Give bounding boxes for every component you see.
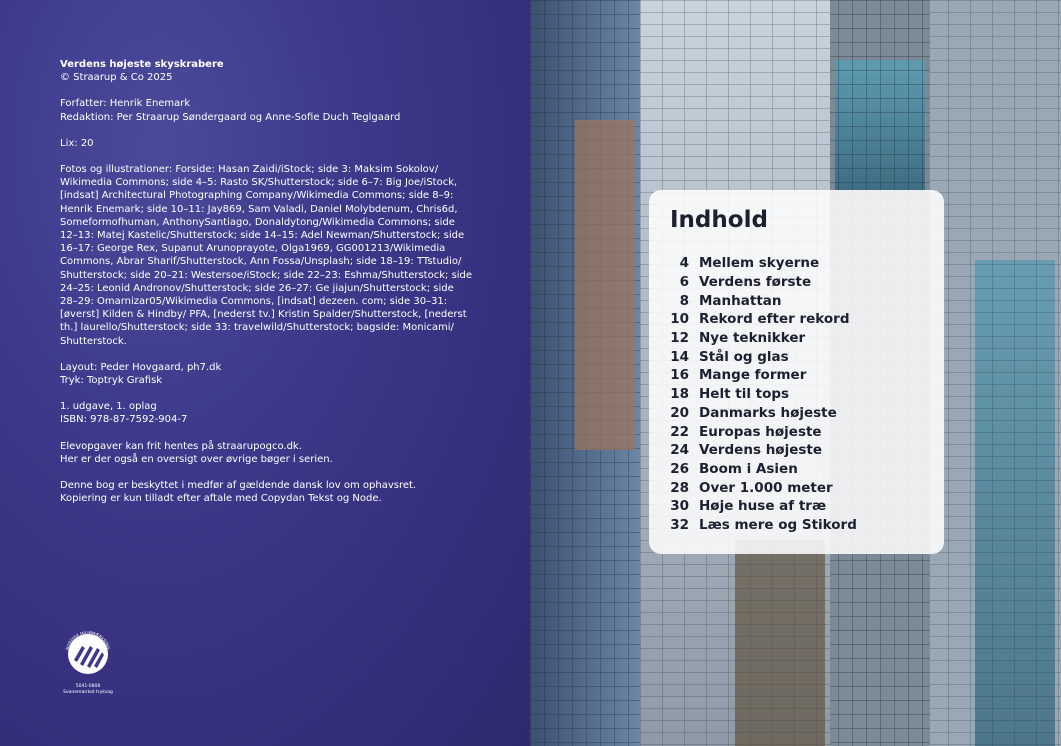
toc-title: Høje huse af træ [699, 498, 827, 515]
table-of-contents [649, 190, 944, 554]
photo-credit-line: 12–13: Matej Kastelic/Shutterstock; side 14–15: Adel Newman/Shutterstock; side [60, 230, 465, 242]
toc-page: 12 [670, 330, 689, 347]
nordic-swan-ecolabel [58, 628, 118, 696]
toc-title: Danmarks højeste [699, 404, 837, 421]
toc-title: Stål og glas [699, 348, 789, 365]
photo-credit-line: Someformofhuman, AnthonySantiago, Donaldytong/Wikimedia Commons; side [60, 216, 455, 228]
toc-page: 4 [679, 255, 689, 272]
toc-item[interactable] [667, 497, 857, 516]
toc-item[interactable] [667, 273, 857, 292]
photo-credit-line: [øverst] Kilden & Hindby/ PFA, [nederst tv.] Kristin Spalder/Shutterstock, [nederst [60, 309, 467, 321]
toc-title: Helt til tops [699, 386, 790, 403]
photo-credit-line: [indsat] Architectural Photographing Company/Wikimedia Commons; side 8–9: [60, 190, 454, 202]
photo-credit-line: Fotos og illustrationer: Forside: Hasan Zaidi/iStock; side 3: Maksim Sokolov/ [60, 164, 439, 176]
toc-item[interactable] [667, 422, 857, 441]
book-title: Verdens højeste skyskrabere [60, 59, 224, 70]
toc-item[interactable] [667, 460, 857, 479]
toc-page: 14 [670, 348, 689, 365]
toc-title: Læs mere og Stikord [699, 516, 857, 533]
toc-page: 18 [670, 386, 689, 403]
swan-code: 5041-0808 [75, 684, 101, 689]
author-credit: Forfatter: Henrik Enemark [60, 98, 191, 110]
toc-page: 20 [670, 404, 689, 421]
tasks-info: Elevopgaver kan frit hentes på straarupogco.dk. [60, 440, 302, 452]
photo-credit-line: Shutterstock. [60, 335, 127, 347]
toc-title: Nye teknikker [699, 330, 806, 347]
toc-item[interactable] [667, 366, 857, 385]
toc-item[interactable] [667, 254, 857, 273]
series-info: Her er der også en oversigt over øvrige bøger i serien. [60, 453, 333, 465]
toc-item[interactable] [667, 385, 857, 404]
photo-credit-line: Commons, Abrar Sharif/Shutterstock, Ann Fossa/Unsplash; side 18–19: TTstudio/ [60, 256, 462, 268]
toc-title: Verdens første [699, 274, 812, 291]
toc-item[interactable] [667, 329, 857, 348]
toc-title: Mellem skyerne [699, 255, 820, 272]
print-credit: Tryk: Toptryk Grafisk [60, 375, 163, 387]
toc-page: 24 [670, 442, 689, 459]
layout-credit: Layout: Peder Hovgaard, ph7.dk [60, 361, 222, 373]
toc-page: 10 [670, 311, 689, 328]
toc-page: 6 [679, 274, 689, 291]
toc-page: 26 [670, 460, 689, 477]
toc-item[interactable] [667, 347, 857, 366]
toc-page: 8 [679, 292, 689, 309]
colophon-text [60, 58, 480, 518]
toc-list [667, 254, 857, 534]
toc-page: 28 [670, 479, 689, 496]
swan-ecolabel-icon [58, 628, 118, 680]
toc-item[interactable] [667, 404, 857, 423]
toc-title: Europas højeste [699, 423, 822, 440]
toc-item[interactable] [667, 441, 857, 460]
toc-title: Boom i Asien [699, 460, 798, 477]
isbn: ISBN: 978-87-7592-904-7 [60, 414, 188, 426]
toc-page: 22 [670, 423, 689, 440]
toc-heading: Indhold [670, 207, 768, 233]
photo-credit-line: 16–17: George Rex, Supanut Arunoprayote, Olga1969, GG001213/Wikimedia [60, 243, 446, 255]
colophon-page [0, 0, 530, 746]
copyright-notice: © Straarup & Co 2025 [60, 72, 173, 84]
toc-title: Verdens højeste [699, 442, 823, 459]
editor-credit: Redaktion: Per Straarup Søndergaard og Anne-Sofie Duch Teglgaard [60, 111, 401, 123]
toc-page: 16 [670, 367, 689, 384]
photo-credit-line: Shutterstock; side 20–21: Westersoe/iStock; side 22–23: Eshma/Shutterstock; side [60, 269, 473, 281]
toc-item[interactable] [667, 478, 857, 497]
photo-credit-line: Wikimedia Commons; side 4–5: Rasto SK/Shutterstock; side 6–7: Big Joe/iStock, [60, 177, 458, 189]
photo-credits [60, 163, 480, 348]
swan-caption: Svanemærket tryksag [63, 690, 113, 695]
toc-page: 30 [670, 498, 689, 515]
toc-title: Over 1.000 meter [699, 479, 833, 496]
copyright-law: Denne bog er beskyttet i medfør af gældende dansk lov om ophavsret. [60, 480, 417, 492]
toc-page: 32 [670, 516, 689, 533]
toc-title: Manhattan [699, 292, 782, 309]
photo-credit-line: th.] laurello/Shutterstock; side 33: travelwild/Shutterstock; bagside: Monicami/ [60, 322, 454, 334]
edition-info: 1. udgave, 1. oplag [60, 401, 157, 413]
copying-terms: Kopiering er kun tilladt efter aftale med Copydan Tekst og Node. [60, 493, 382, 505]
photo-credit-line: 24–25: Leonid Andronov/Shutterstock; side 26–27: Ge jiajun/Shutterstock; side [60, 282, 454, 294]
toc-item[interactable] [667, 291, 857, 310]
swan-arc-text: NORDISK MILJØMÆRKNING [64, 629, 112, 651]
toc-item[interactable] [667, 310, 857, 329]
photo-credit-line: Henrik Enemark; side 10–11: Jay869, Sam Valadi, Daniel Molybdenum, Chris6d, [60, 203, 458, 215]
toc-title: Mange former [699, 367, 807, 384]
lix-value: Lix: 20 [60, 137, 94, 149]
toc-title: Rekord efter rekord [699, 311, 850, 328]
toc-item[interactable] [667, 516, 857, 535]
photo-credit-line: 28–29: Omarnizar05/Wikimedia Commons, [indsat] dezeen. com; side 30–31: [60, 296, 448, 308]
